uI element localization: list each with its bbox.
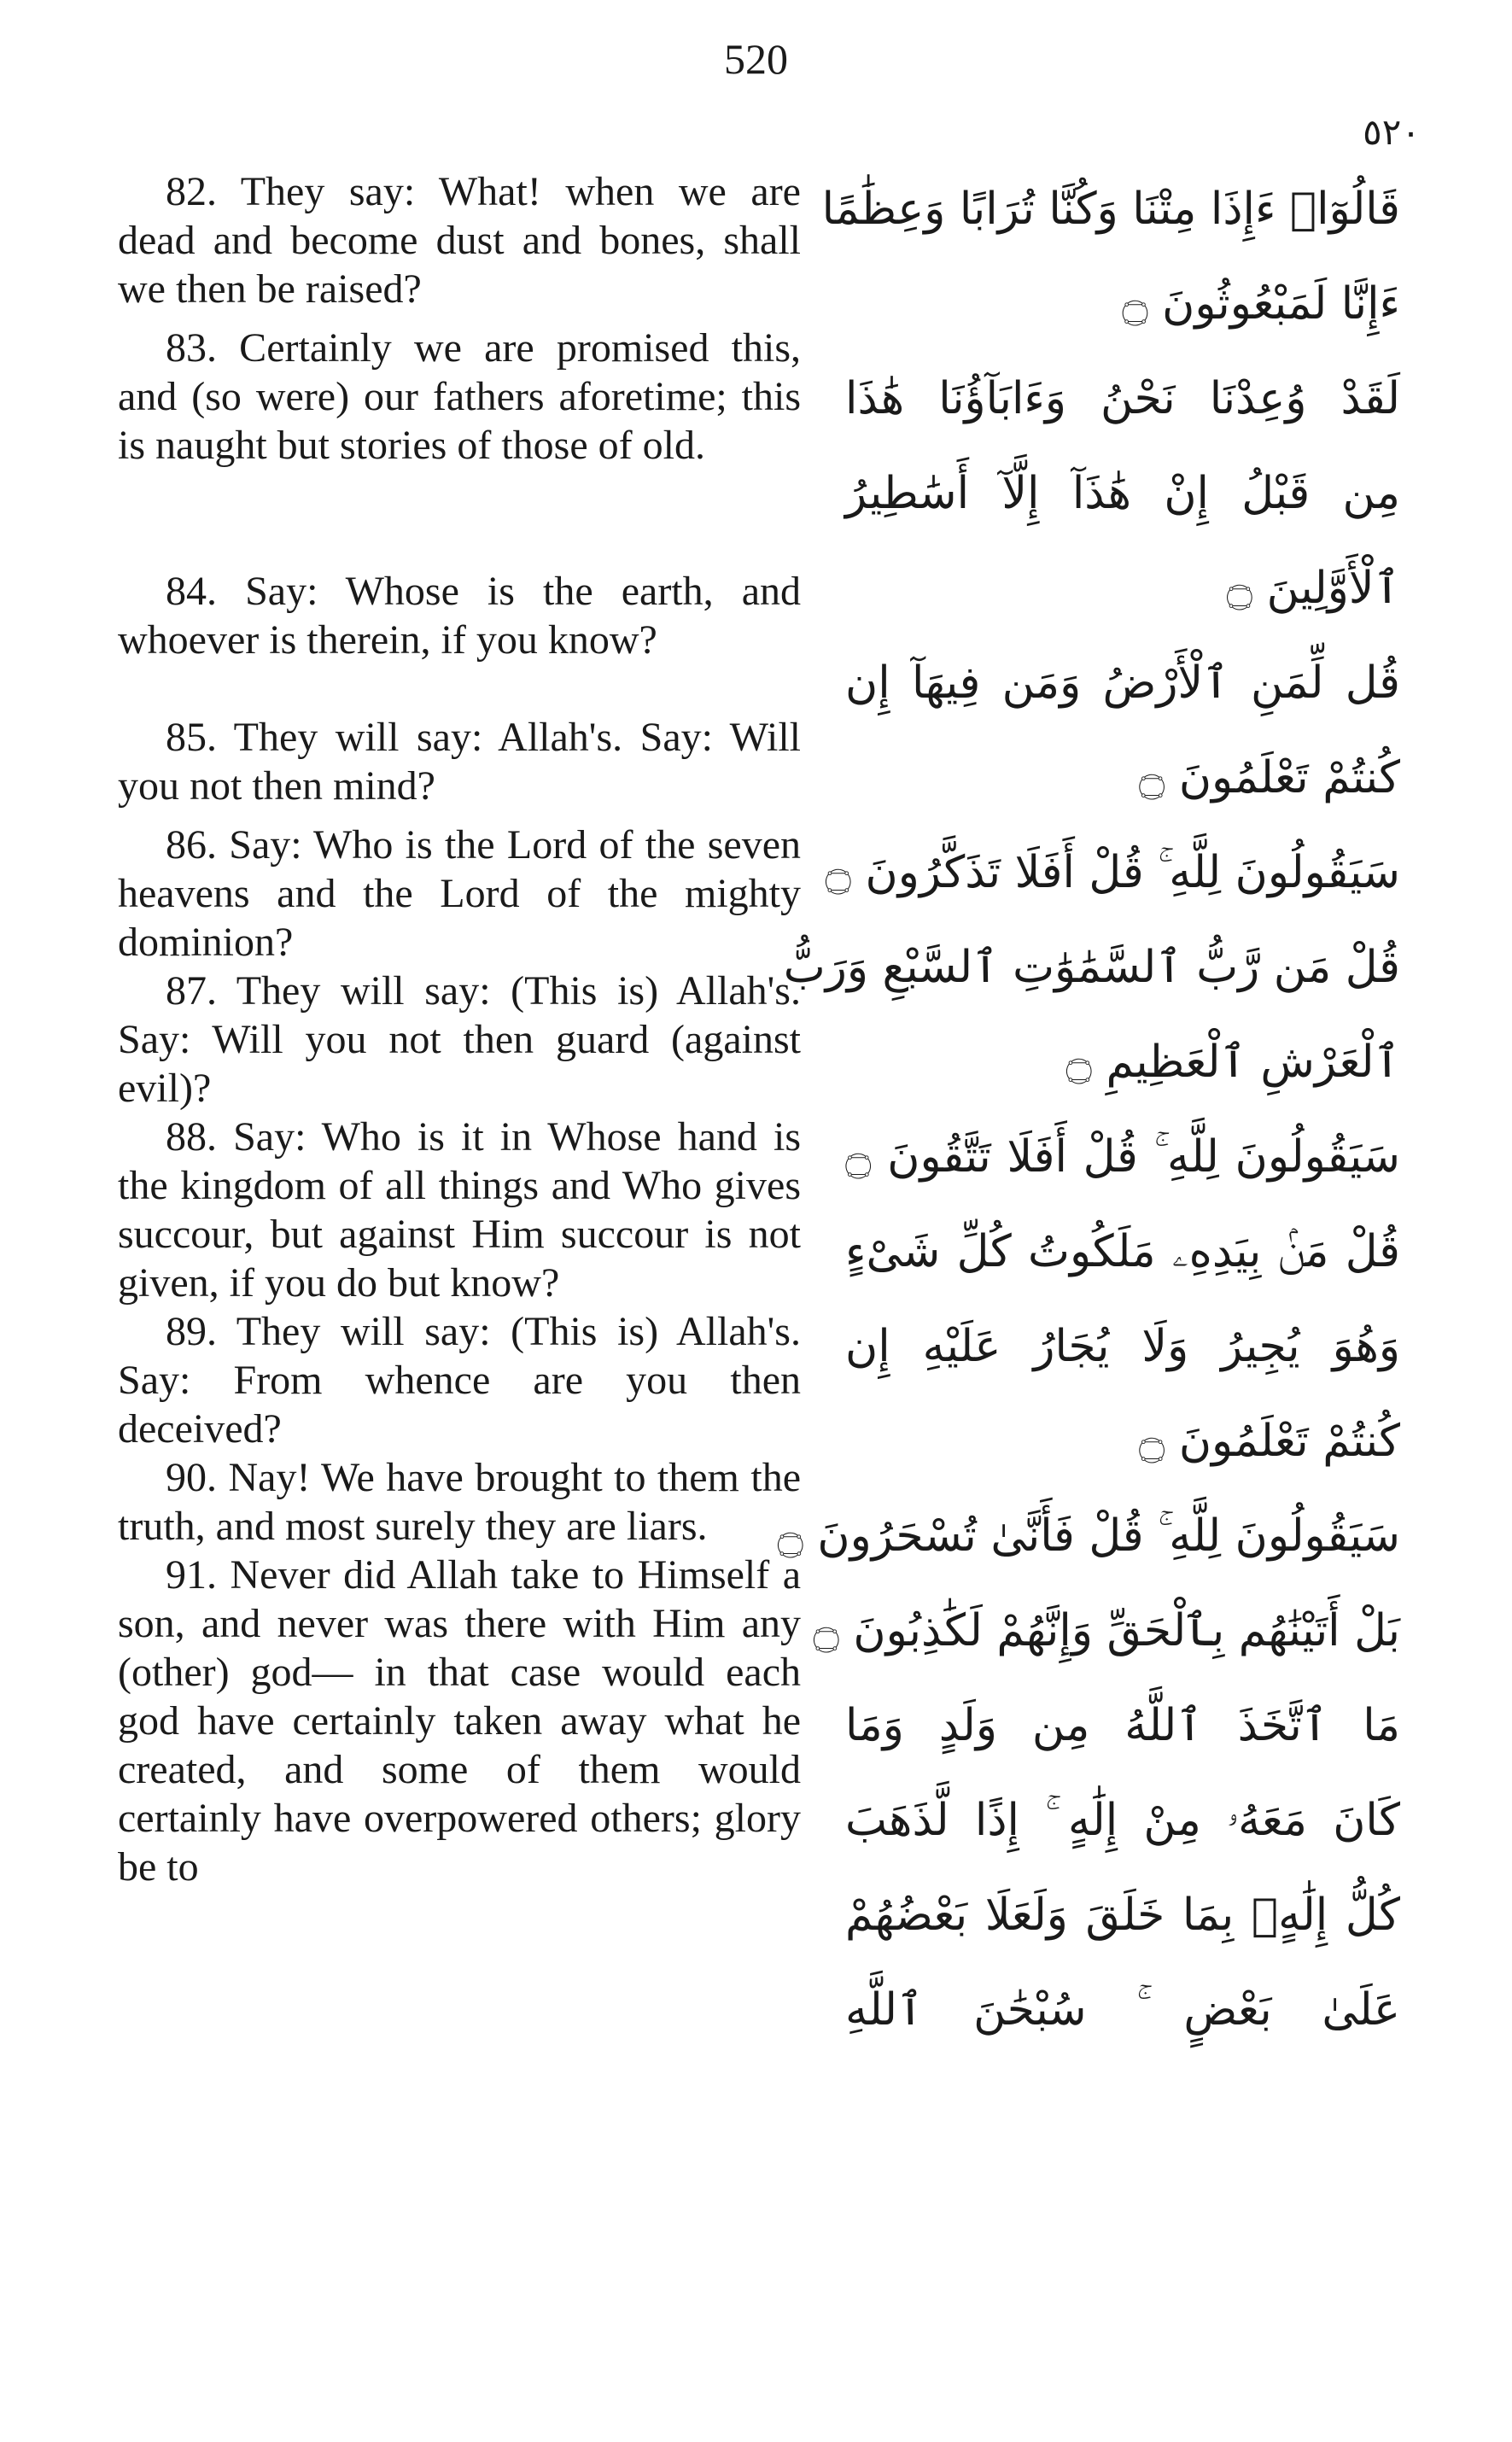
arabic-line: ٱلْأَوَّلِينَ ۝ [1226,563,1400,614]
arabic-line: كَانَ مَعَهُۥ مِنْ إِلَٰهٍ ۚ إِذًا لَّذَهَبَ [845,1795,1400,1846]
arabic-line: ٱلْعَرْشِ ٱلْعَظِيمِ ۝ [1065,1037,1400,1088]
verse-88 [118,1113,801,1307]
arabic-line: عَلَىٰ بَعْضٍ ۚ سُبْحَٰنَ ٱللَّهِ [845,1984,1400,2036]
arabic-line: بَلْ أَتَيْنَٰهُم بِٱلْحَقِّ وَإِنَّهُمْ لَكَٰذِبُونَ ۝ [813,1605,1400,1656]
verse-number: 89. [166,1309,217,1354]
verse-number: 84. [166,569,217,614]
arabic-line: مِن قَبْلُ إِنْ هَٰذَآ إِلَّآ أَسَٰطِيرُ [845,468,1400,519]
verse-text: They will say: Allah's. Say: Will you not then mind? [118,715,802,809]
arabic-line: قَالُوٓا۟ ءَإِذَا مِتْنَا وَكُنَّا تُرَابًا وَعِظَٰمًا [821,184,1400,235]
verse-number: 91. [166,1552,217,1598]
verse-text: Certainly we are promised this, and (so were) our fathers aforetime; this is naught but stories of those of old. [118,325,802,468]
arabic-line: كُلُّ إِلَٰهٍۭ بِمَا خَلَقَ وَلَعَلَا بَعْضُهُمْ [845,1890,1400,1941]
verse-82 [118,167,801,313]
verse-number: 88. [166,1114,217,1160]
verse-number: 90. [166,1455,217,1500]
verse-90 [118,1453,801,1551]
arabic-line: قُل لِّمَنِ ٱلْأَرْضُ وَمَن فِيهَآ إِن [845,657,1400,709]
verse-number: 82. [166,169,217,214]
arabic-line: كُنتُمْ تَعْلَمُونَ ۝ [1138,752,1400,803]
arabic-line: سَيَقُولُونَ لِلَّهِ ۚ قُلْ أَفَلَا تَتَّقُونَ ۝ [845,1131,1400,1183]
arabic-page-number: ٥٢٠ [1363,111,1421,153]
arabic-text-column [777,162,1400,2246]
verse-89 [118,1307,801,1453]
verse-text: They will say: (This is) Allah's. Say: From whence are you then deceived? [118,1309,801,1452]
arabic-line: كُنتُمْ تَعْلَمُونَ ۝ [1138,1416,1400,1467]
verse-text: Say: Who is it in Whose hand is the kingdom of all things and Who gives succour, but against Him succour is not given, if you do but know? [118,1114,801,1306]
page-number: 520 [724,35,788,83]
verse-87 [118,967,801,1113]
verse-number: 85. [166,715,217,760]
verse-text: Nay! We have brought to them the truth, and most surely they are liars. [118,1455,802,1549]
verse-83 [118,324,801,470]
verse-text: They say: What! when we are dead and become dust and bones, shall we then be raised? [118,169,801,312]
verse-91 [118,1551,801,1891]
arabic-line: مَا ٱتَّخَذَ ٱللَّهُ مِن وَلَدٍ وَمَا [845,1700,1400,1751]
arabic-line: ءَإِنَّا لَمَبْعُوثُونَ ۝ [1122,278,1400,330]
verse-text: Say: Whose is the earth, and whoever is therein, if you know? [118,569,801,663]
verse-number: 86. [166,822,217,868]
arabic-line: لَقَدْ وُعِدْنَا نَحْنُ وَءَابَآؤُنَا هَٰذَا [845,373,1400,424]
english-translation-column [118,167,801,2217]
verse-84 [118,567,801,664]
verse-86 [118,821,801,967]
verse-text: Never did Allah take to Himself a son, and never was there with Him any (other) god— in that case would each god have certainly taken away what he created, and some of them would certainly have overpowered others; glory be to [118,1552,802,1890]
arabic-line: سَيَقُولُونَ لِلَّهِ ۚ قُلْ فَأَنَّىٰ تُسْحَرُونَ ۝ [777,1510,1400,1562]
arabic-line: وَهُوَ يُجِيرُ وَلَا يُجَارُ عَلَيْهِ إِن [845,1321,1400,1372]
arabic-line: سَيَقُولُونَ لِلَّهِ ۚ قُلْ أَفَلَا تَذَكَّرُونَ ۝ [825,847,1400,898]
arabic-line: قُلْ مَنۢ بِيَدِهِۦ مَلَكُوتُ كُلِّ شَىْءٍ [845,1226,1400,1277]
arabic-line: قُلْ مَن رَّبُّ ٱلسَّمَٰوَٰتِ ٱلسَّبْعِ وَرَبُّ [783,942,1400,993]
verse-85 [118,713,801,810]
verse-text: Say: Who is the Lord of the seven heavens and the Lord of the mighty dominion? [118,822,801,965]
verse-text: They will say: (This is) Allah's. Say: Will you not then guard (against evil)? [118,968,801,1111]
verse-number: 83. [166,325,217,371]
verse-number: 87. [166,968,217,1014]
